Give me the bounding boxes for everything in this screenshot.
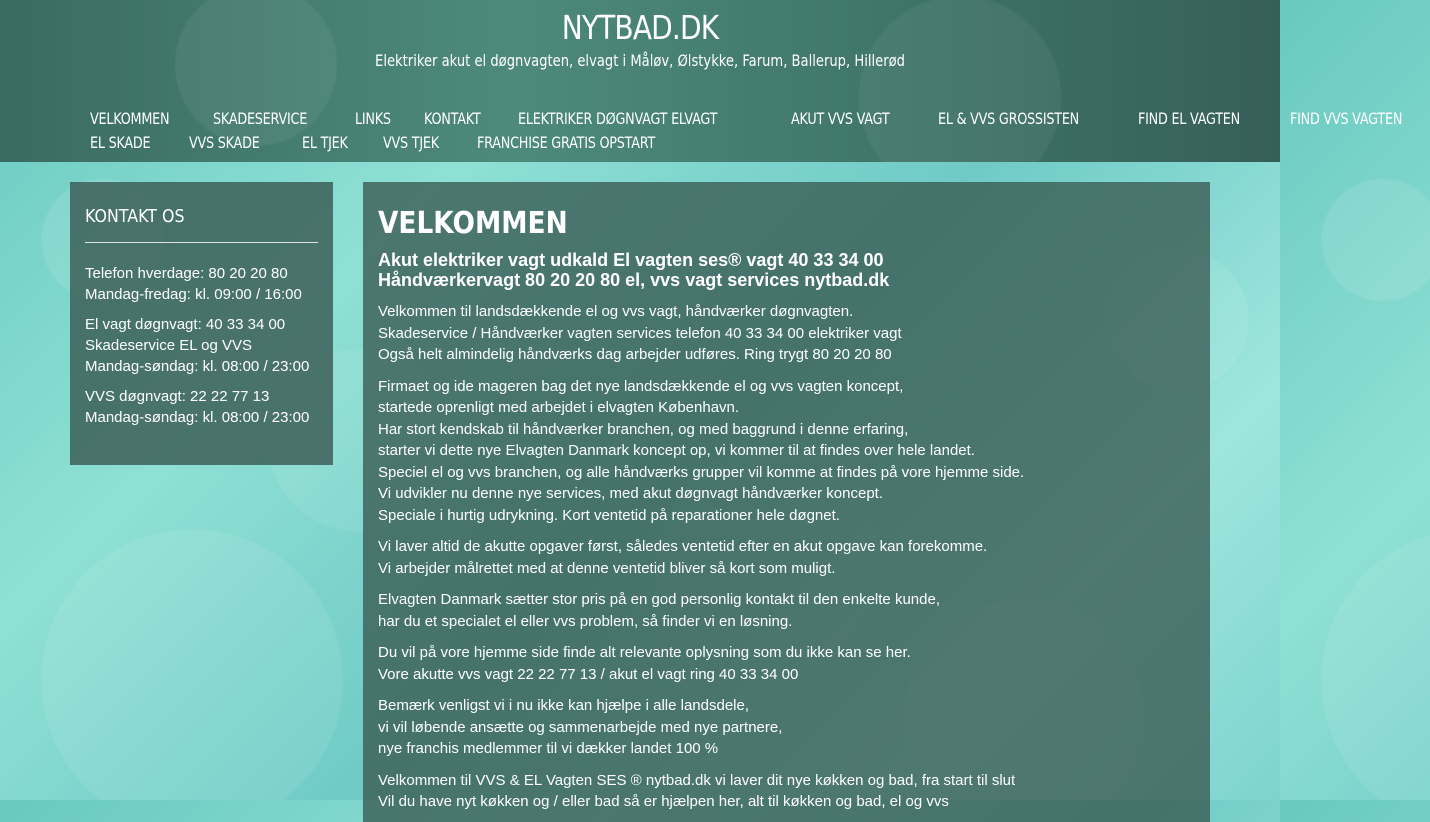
nav-item-velkommen[interactable]: VELKOMMEN — [90, 108, 170, 128]
main-paragraph — [378, 536, 1195, 579]
paragraph-line: Bemærk venligst vi i nu ikke kan hjælpe i alle landsdele, — [378, 697, 750, 714]
paragraph-line: nye franchis medlemmer til vi dækker landet 100 % — [378, 740, 719, 757]
paragraph-line: har du et specialet el eller vvs problem, så finder vi en løsning. — [378, 612, 793, 630]
nav-item-links[interactable]: LINKS — [354, 108, 391, 128]
paragraph-line: Elvagten Danmark sætter stor pris på en god personlig kontakt til den enkelte kunde, — [378, 591, 940, 608]
nav-item-elektriker-dognvagt[interactable]: ELEKTRIKER DØGNVAGT ELVAGT — [518, 108, 718, 128]
site-tagline: Elektriker akut el døgnvagten, elvagt i Måløv, Ølstykke, Farum, Ballerup, Hillerød — [375, 51, 905, 70]
main-nav — [90, 106, 1403, 154]
sidebar-paragraph — [85, 314, 318, 377]
nav-item-vvs-skade[interactable]: VVS SKADE — [189, 132, 261, 152]
nav-item-el-vvs-grossisten[interactable]: EL & VVS GROSSISTEN — [938, 108, 1080, 128]
paragraph-line: Speciale i hurtig udrykning. Kort ventetid på reparationer hele døgnet. — [378, 506, 840, 524]
site-header — [0, 0, 1403, 162]
nav-item-kontakt[interactable]: KONTAKT — [423, 108, 481, 128]
sidebar-paragraph — [85, 386, 318, 428]
site-title[interactable]: NYTBAD.DK — [561, 8, 719, 47]
main-paragraph — [378, 695, 1195, 760]
paragraph-line: startede oprenligt med arbejdet i elvagten København. — [378, 399, 740, 416]
nav-item-el-skade[interactable]: EL SKADE — [90, 132, 151, 152]
nav-row-1 — [90, 106, 1403, 130]
paragraph-line: Vil du have nyt køkken og / eller bad så er hjælpen her, alt til køkken og bad, el og vvs — [378, 793, 949, 810]
paragraph-line: Vi laver altid de akutte opgaver først, således ventetid efter en akut opgave kan forekomme. — [378, 538, 988, 555]
nav-item-el-tjek[interactable]: EL TJEK — [301, 132, 348, 152]
paragraph-line: Velkommen til VVS & EL Vagten SES ® nytbad.dk vi laver dit nye køkken og bad, fra start til slut — [378, 771, 1016, 789]
nav-item-skadeservice[interactable]: SKADESERVICE — [213, 108, 308, 128]
contact-sidebar — [70, 182, 333, 465]
nav-item-find-el-vagten[interactable]: FIND EL VAGTEN — [1138, 108, 1241, 128]
main-paragraph — [378, 589, 1195, 632]
contact-line: El vagt døgnvagt: 40 33 34 00 — [85, 316, 286, 333]
contact-line: Mandag-fredag: kl. 09:00 / 16:00 — [85, 286, 302, 303]
nav-item-vvs-tjek[interactable]: VVS TJEK — [382, 132, 439, 152]
main-paragraphs — [378, 301, 1195, 813]
contact-line: Mandag-søndag: kl. 08:00 / 23:00 — [85, 358, 310, 375]
paragraph-line: Skadeservice / Håndværker vagten services telefon 40 33 34 00 elektriker vagt — [378, 324, 902, 342]
main-paragraph — [378, 301, 1195, 366]
paragraph-line: Du vil på vore hjemme side finde alt relevante oplysning som du ikke kan se her. — [378, 644, 911, 661]
paragraph-line: starter vi dette nye Elvagten Danmark koncept op, vi kommer til at findes over hele landet. — [378, 442, 975, 459]
contact-line: Skadeservice EL og VVS — [85, 337, 253, 354]
paragraph-line: Firmaet og ide mageren bag det nye landsdækkende el og vvs vagten koncept, — [378, 377, 904, 395]
paragraph-line: Vi arbejder målrettet med at denne ventetid bliver så kort som muligt. — [378, 559, 836, 577]
contact-line: VVS døgnvagt: 22 22 77 13 — [85, 388, 270, 405]
sidebar-divider — [85, 242, 318, 243]
paragraph-line: Vore akutte vvs vagt 22 22 77 13 / akut el vagt ring 40 33 34 00 — [378, 665, 799, 683]
paragraph-line: Har stort kendskab til håndværker branchen, og med baggrund i denne erfaring, — [378, 420, 909, 438]
nav-item-akut-vvs-vagt[interactable]: AKUT VVS VAGT — [791, 108, 890, 128]
main-content — [363, 182, 1210, 822]
contact-line: Telefon hverdage: 80 20 20 80 — [85, 265, 288, 282]
main-paragraph — [378, 770, 1195, 813]
paragraph-line: Også helt almindelig håndværks dag arbejder udføres. Ring trygt 80 20 20 80 — [378, 346, 892, 363]
paragraph-line: Speciel el og vvs branchen, og alle håndværks grupper vil komme at findes på vore hjemme side. — [378, 463, 1025, 481]
paragraph-line: vi vil løbende ansætte og sammenarbejde med nye partnere, — [378, 718, 783, 736]
main-paragraph — [378, 376, 1195, 527]
paragraph-line: Vi udvikler nu denne nye services, med akut døgnvagt håndværker koncept. — [378, 485, 884, 502]
page-subtitle — [378, 250, 1195, 290]
page-title: VELKOMMEN — [378, 206, 568, 241]
nav-row-2 — [90, 130, 1210, 154]
subtitle-line: Håndværkervagt 80 20 20 80 el, vvs vagt services nytbad.dk — [378, 270, 890, 290]
sidebar-paragraph — [85, 263, 318, 305]
main-paragraph — [378, 642, 1195, 685]
contact-line: Mandag-søndag: kl. 08:00 / 23:00 — [85, 409, 310, 426]
nav-item-franchise[interactable]: FRANCHISE GRATIS OPSTART — [476, 132, 655, 152]
sidebar-title: KONTAKT OS — [85, 206, 185, 227]
paragraph-line: Velkommen til landsdækkende el og vvs vagt, håndværker døgnvagten. — [378, 303, 854, 320]
nav-item-find-vvs-vagten[interactable]: FIND VVS VAGTEN — [1289, 108, 1403, 128]
subtitle-line: Akut elektriker vagt udkald El vagten ses® vagt 40 33 34 00 — [378, 250, 884, 270]
